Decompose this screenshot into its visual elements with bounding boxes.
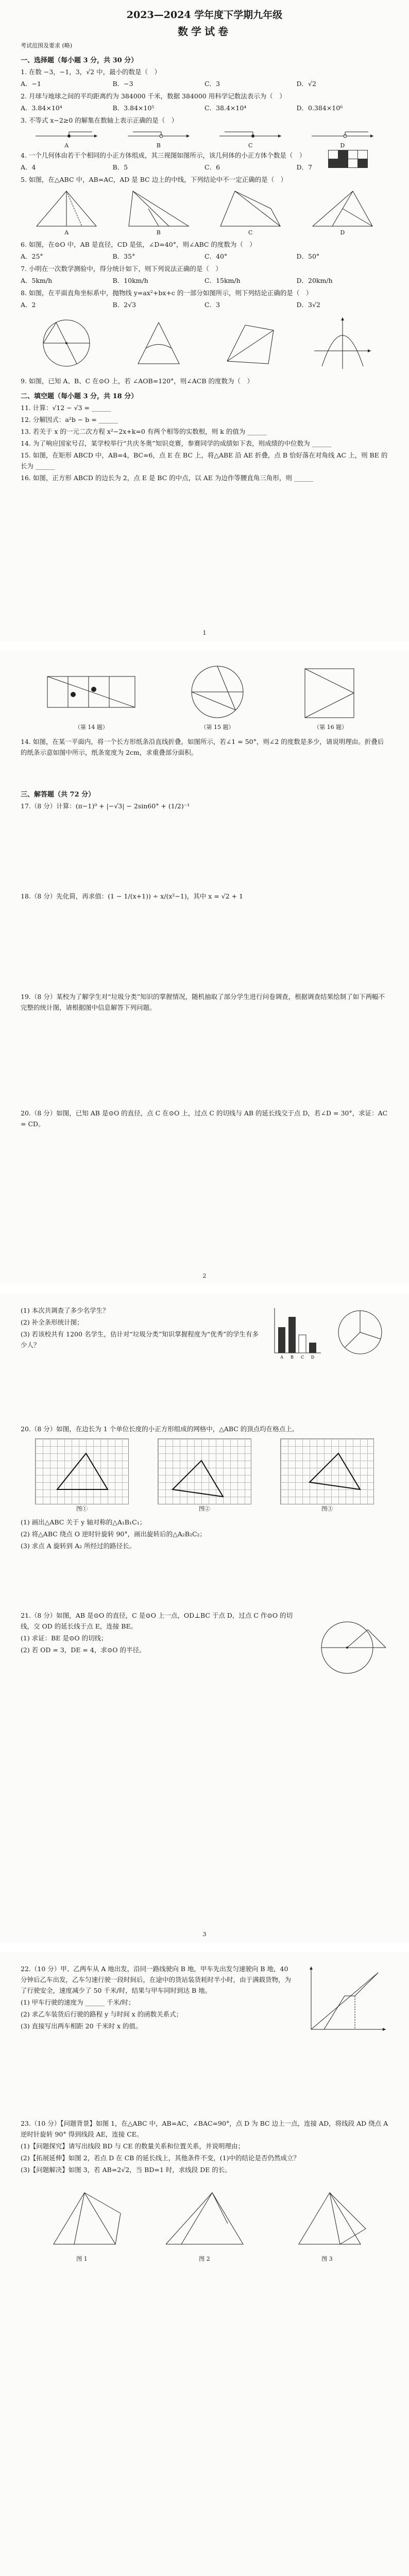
q23-part-2: (2)【拓展延伸】如图 2，若点 D 在 CB 的延长线上，其他条件不变，(1)中的结论是否仍然成立？ [21,2154,300,2162]
option-d[interactable]: D．50° [296,252,320,260]
option-c-label: C [248,142,253,149]
bar-label-b: B [291,1355,294,1360]
question-2-options [21,103,388,114]
question-20-grid: 20.（8 分）如图，在边长为 1 个单位长度的小正方形组成的网格中，△ABC 的顶点均在格点上。 [21,1425,299,1433]
grid-fig-1 [35,1438,129,1513]
triangle-figure-d[interactable] [306,188,379,236]
option-a[interactable]: A．25° [21,252,43,260]
option-d-label: D [340,229,345,236]
option-a[interactable]: A．5km/h [21,277,53,284]
q19-parts [21,1304,259,1361]
circle-figure [184,661,251,723]
answer-space-19[interactable] [21,1014,388,1107]
travel-graph-figure [301,1962,388,2040]
q23-fig-2-label: 图 2 [199,2256,210,2262]
number-line-diagram [217,127,284,142]
question-14-detail: 14. 如图，在某一平面内，将一个长方形纸条沿直线折叠，如图所示，若∠1 = 50°，则∠2 的度数是多少，请说明理由。折叠后的纸条示意如图中所示，纸条宽度为 2cm，求重叠部分面积。 [21,738,384,756]
q20-part-3: (3) 求点 A 旋转到 A₂ 所经过的路径长。 [21,1542,136,1550]
option-b[interactable]: B．5 [112,163,128,171]
option-c[interactable]: C．15km/h [204,277,241,284]
q21-part-2: (2) 若 OD = 3，DE = 4，求⊙O 的半径。 [21,1646,146,1654]
option-a[interactable]: A．3.84×10⁴ [21,104,62,112]
number-line-diagram [309,127,376,142]
grid-board[interactable] [35,1438,129,1504]
square-figure [295,661,367,723]
question-17: 17.（8 分）计算：(π−1)⁰ + |−√3| − 2sin60° + (1/2)⁻¹ [21,802,190,810]
q19-part-1: (1) 本次共调查了多少名学生？ [21,1307,109,1314]
q23-fig-1 [38,2182,126,2263]
q21-block [21,1609,388,1681]
q23-part-1: (1)【问题探究】请写出线段 BD 与 CE 的数量关系和位置关系，并说明理由； [21,2142,244,2150]
option-d[interactable]: D．7 [296,163,312,171]
answer-space[interactable] [21,759,388,785]
circle-tangent-figure [311,1609,388,1681]
grid-fig-3 [280,1438,374,1513]
number-line-diagram [125,127,192,142]
option-d[interactable]: D．0.384×10⁶ [296,104,343,112]
option-a[interactable]: A．−1 [21,80,41,88]
option-c[interactable]: C．6 [204,163,220,171]
grid-label: 图② [199,1505,210,1512]
three-view-figure [328,150,368,168]
question-6-options [21,251,388,262]
question-6: 6. 如图，在⊙O 中，AB 是直径，CD 是弦，∠D=40°，则∠ABC 的度数为（ ） [21,241,256,248]
exam-page-4 [0,1952,409,2576]
question-1-options [21,78,388,90]
exam-page-2 [0,651,409,1284]
bar-label-d: D [311,1355,315,1360]
answer-space[interactable] [21,2040,388,2117]
option-d[interactable]: D．20km/h [296,277,333,284]
option-c[interactable]: C．3 [204,301,220,309]
q19-block [21,1304,388,1361]
exam-page-3 [0,1294,409,1943]
triangle-figure-a[interactable] [30,188,103,236]
question-22: 22.（10 分）甲、乙两车从 A 地出发，沿同一路线驶向 B 地，甲车先出发匀速驶向 B 地，40 分钟后乙车出发，乙车匀速行驶一段时间后，在途中的货站装货耗时半小时，由于满载货物，为了行驶安全，速度减少了 50 千米/时，结果与甲车同时到达 B 地。 [21,1965,292,1994]
fig-16-label: （第 16 题） [314,724,348,731]
folded-strip-figure [42,661,140,723]
sector-figure [128,315,190,371]
grid-figures [21,1438,388,1513]
question-19: 19.（8 分）某校为了解学生对“垃圾分类”知识的掌握情况，随机抽取了部分学生进行问卷调查，根据调查结果绘制了如下两幅不完整的统计图，请根据图中信息解答下列问题。 [21,993,385,1011]
q20-part-2: (2) 将△ABC 绕点 O 逆时针旋转 90°，画出旋转后的△A₂B₂C₂； [21,1530,207,1538]
question-3: 3. 不等式 x−2≥0 的解集在数轴上表示正确的是（ ） [21,116,178,124]
option-b-label: B [156,142,161,149]
option-c[interactable]: C．3 [204,80,220,88]
rotation-figure [38,2182,126,2255]
quadrilateral-figure [219,315,281,371]
question-18: 18.（8 分）先化简，再求值：(1 − 1/(x+1)) ÷ x/(x²−1)，其中 x = √2 + 1 [21,892,243,900]
rotation-figure [161,2182,248,2255]
q23-figures [21,2182,388,2263]
triangle-figure-b[interactable] [123,188,195,236]
question-15: 15. 如图，在矩形 ABCD 中，AB=4，BC=6，点 E 在 BC 上，将△ABE 沿 AE 折叠，点 B 恰好落在对角线 AC 上，则 BE 的长为 ______ [21,451,388,470]
question-16: 16. 如图，正方形 ABCD 的边长为 2，点 E 是 BC 的中点，以 AE 为边作等腰直角三角形，则 ______ [21,474,314,482]
triangle-diagram [306,188,379,229]
question-20: 20.（8 分）如图，已知 AB 是⊙O 的直径，点 C 在⊙O 上，过点 C 的切线与 AB 的延长线交于点 D，若∠D = 30°，求证：AC = CD。 [21,1109,388,1128]
q19-part-3: (3) 若该校共有 1200 名学生，估计对“垃圾分类”知识掌握程度为“优秀”的学生有多少人？ [21,1330,259,1349]
option-c[interactable]: C．38.4×10⁴ [204,104,247,112]
option-c[interactable]: C．40° [204,252,228,260]
option-d[interactable]: D．√2 [296,80,316,88]
q21-text [21,1609,303,1681]
fig-14-label: （第 14 题） [74,724,108,731]
q23-fig-3 [283,2182,371,2263]
number-line-figures [21,127,388,149]
option-a-label: A [64,142,69,149]
q22-block [21,1962,388,2040]
question-5: 5. 如图，在△ABC 中，AB=AC，AD 是 BC 边上的中线，下列结论中不一定正确的是（ ） [21,176,287,183]
q19-part-2: (2) 补全条形统计图； [21,1318,83,1326]
q23-fig-3-label: 图 3 [321,2256,333,2262]
option-d[interactable]: D．3√2 [296,301,320,309]
option-b[interactable]: B．3.84×10⁵ [112,104,155,112]
question-9: 9. 如图，已知 A、B、C 在⊙O 上，若 ∠AOB=120°，则∠ACB 的度数为（ ） [21,377,254,385]
triangle-on-grid [36,1439,128,1504]
question-21: 21.（8 分）如图，AB 是⊙O 的直径，C 是⊙O 上一点，OD⊥BC 于点 D，过点 C 作⊙O 的切线，交 OD 的延长线于点 E，连接 BE。 [21,1612,293,1630]
parabola-figure [312,315,373,371]
grid-board[interactable] [280,1438,374,1504]
q22-text [21,1962,293,2040]
triangle-figure-c[interactable] [214,188,286,236]
triangle-diagram [123,188,195,229]
question-14: 14. 为了响应国家号召，某学校举行“共庆冬奥”知识竞赛，参赛同学的成绩如下表，则成绩的中位数为 ______ [21,439,332,447]
fig-15-label: （第 15 题） [200,724,234,731]
bar-label-c: C [300,1355,304,1360]
fig-16 [295,661,367,731]
number-line-c[interactable] [217,127,284,149]
page-separator [0,1943,409,1952]
question-7-options [21,275,388,286]
rotation-figure [283,2182,371,2255]
grid-label: 图③ [321,1505,333,1512]
q22-part-1: (1) 甲车行驶的速度为 ______ 千米/时； [21,1998,135,2006]
question-23: 23.（10 分）【问题背景】如图 1，在△ABC 中，AB=AC，∠BAC=90°，点 D 为 BC 边上一点，连接 AD，将线段 AD 绕点 A 逆时针旋转 90° 得到线段 AE，连接 CE。 [21,2120,388,2138]
q22-part-2: (2) 求乙车装货后行驶的路程 y 与时间 x 的函数关系式； [21,2010,183,2018]
triangle-on-grid [281,1439,373,1504]
page-number: 3 [202,1931,207,1938]
exam-title: 2023—2024 学年度下学期九年级 [126,9,283,21]
fig-15 [184,661,251,731]
answer-space-17[interactable] [21,812,388,890]
question-4-block [21,150,388,161]
exam-subject: 数学试卷 [178,25,231,38]
triangle-figures [21,188,388,236]
q22-part-3: (3) 直接写出两车相距 20 千米时 x 的值。 [21,2022,142,2030]
option-b[interactable]: B．35° [112,252,135,260]
pie-chart-figure [332,1304,388,1361]
page-number: 1 [202,630,207,636]
number-line-a[interactable] [33,127,100,149]
page-separator [0,641,409,651]
q23-part-3: (3)【问题解决】如图 3，若 AB=2√2，当 BD=1 时，求线段 DE 的长。 [21,2166,231,2174]
q23-fig-1-label: 图 1 [76,2256,88,2262]
geometry-figures-row [21,315,388,371]
option-b-label: B [156,229,161,236]
question-1: 1. 在数 −3，−1，3，√2 中，最小的数是（ ） [21,68,161,76]
section-2-title: 二、填空题（每小题 3 分，共 18 分） [21,393,138,400]
triangle-on-grid [158,1439,251,1504]
option-a[interactable]: A．2 [21,301,36,309]
page-separator [0,1284,409,1294]
question-7: 7. 小明在一次数学测验中，得分统计如下，则下列说法正确的是（ ） [21,265,222,273]
bar-label-a: A [280,1355,283,1360]
option-b[interactable]: B．2√3 [112,301,137,309]
answer-space[interactable] [21,1361,388,1422]
q23-fig-2 [161,2182,248,2263]
q21-part-1: (1) 求证：BE 是⊙O 的切线； [21,1634,108,1642]
fig-14 [42,661,140,731]
question-8: 8. 如图，在平面直角坐标系中，抛物线 y=ax²+bx+c 的一部分如图所示，则下列结论正确的是（ ） [21,289,313,297]
section-3-title: 三、解答题（共 72 分） [21,791,95,799]
triangle-diagram [30,188,103,229]
circle-figure [36,315,97,371]
question-8-options [21,299,388,311]
grid-fig-2 [158,1438,251,1513]
answer-space[interactable] [21,1552,388,1609]
exam-note: 考试范围及要求 (略) [21,42,73,49]
grid-board[interactable] [158,1438,251,1504]
fill-blank-figures [21,661,388,731]
page-number: 2 [202,1273,207,1279]
q20-part-1: (1) 画出△ABC 关于 y 轴对称的△A₁B₁C₁； [21,1518,146,1526]
option-a[interactable]: A．4 [21,163,36,171]
grid-label: 图① [76,1505,88,1512]
bar-chart-figure [267,1304,323,1361]
exam-page-1 [0,0,409,641]
triangle-diagram [214,188,286,229]
number-line-d[interactable] [309,127,376,149]
question-12: 12. 分解因式：a²b − b = ______ [21,416,118,423]
section-1-title: 一、选择题（每小题 3 分，共 30 分） [21,57,138,64]
option-b[interactable]: B．10km/h [112,277,148,284]
option-a-label: A [64,229,69,236]
question-4: 4. 一个几何体由若干个相同的小正方体组成，其三视图如图所示，该几何体的小正方体个数是（ ） [21,151,306,159]
option-b[interactable]: B．−3 [112,80,133,88]
number-line-diagram [33,127,100,142]
answer-space-18[interactable] [21,903,388,990]
option-d-label: D [340,142,345,149]
question-11: 11. 计算：√12 − √3 = ______ [21,404,111,412]
answer-space-20[interactable] [21,1130,388,1208]
number-line-b[interactable] [125,127,192,149]
question-2: 2. 月球与地球之间的平均距离约为 384000 千米，数据 384000 用科学记数法表示为（ ） [21,92,286,100]
question-13: 13. 若关于 x 的一元二次方程 x²−2x+k=0 有两个相等的实数根，则 k 的值为 ______ [21,428,267,435]
option-c-label: C [248,229,253,236]
